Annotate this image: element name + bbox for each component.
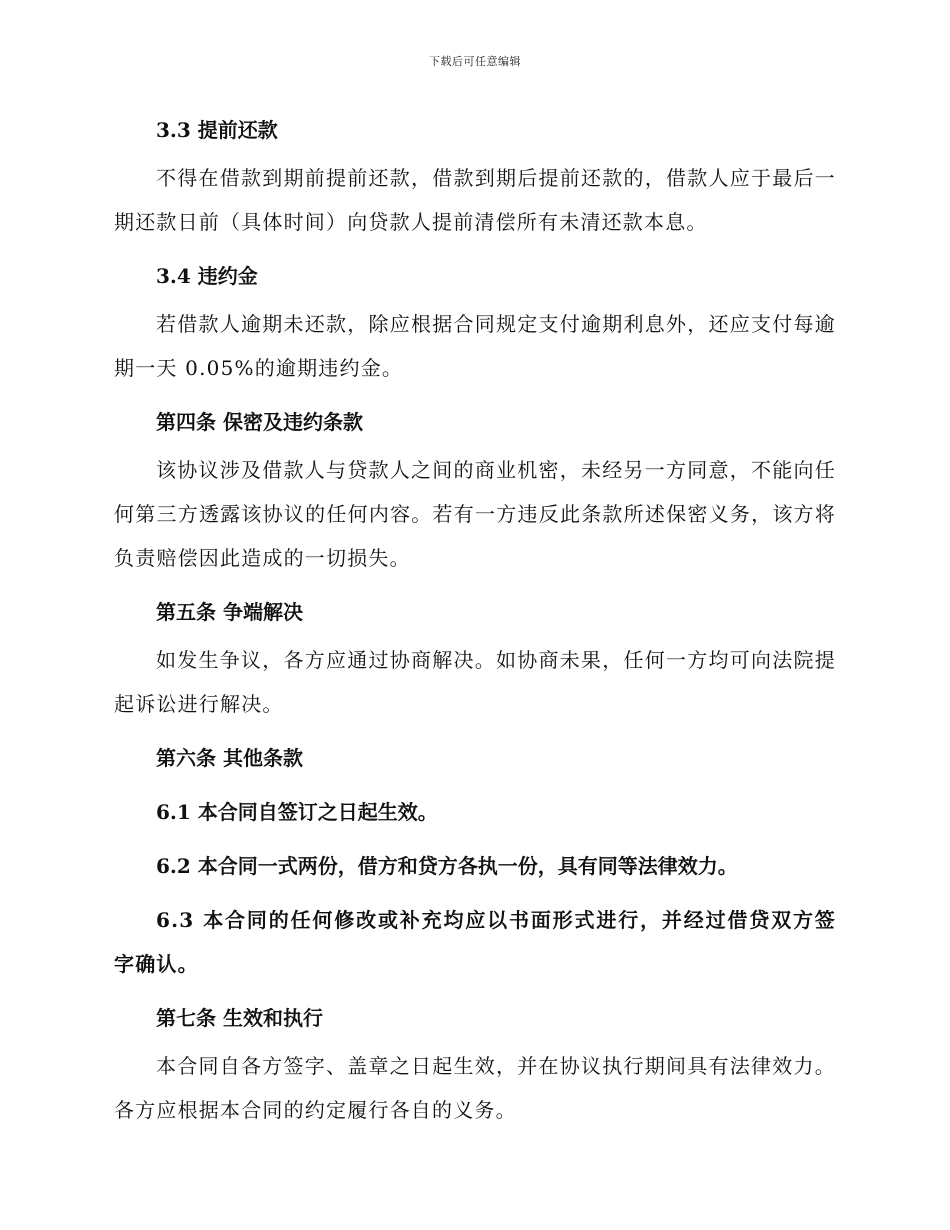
- clause-6-2: 6.2 本合同一式两份，借方和贷方各执一份，具有同等法律效力。: [156, 854, 738, 878]
- article-heading-5: 第五条 争端解决: [156, 600, 303, 624]
- article-body-4: 该协议涉及借款人与贷款人之间的商业机密，未经另一方同意，不能向任何第三方透露该协议的任何内容。若有一方违反此条款所述保密义务，该方将负责赔偿因此造成的一切损失。: [114, 458, 836, 570]
- section-heading-3-3: 3.3 提前还款: [156, 118, 278, 142]
- clause-6-1: 6.1 本合同自签订之日起生效。: [156, 800, 438, 824]
- clause-6-3: 6.3 本合同的任何修改或补充均应以书面形式进行，并经过借贷双方签字确认。: [114, 908, 836, 976]
- article-body-5: 如发生争议，各方应通过协商解决。如协商未果，任何一方均可向法院提起诉讼进行解决。: [114, 648, 836, 716]
- article-heading-7: 第七条 生效和执行: [156, 1006, 323, 1030]
- page-header: 下载后可任意编辑: [429, 55, 521, 68]
- section-heading-3-4: 3.4 违约金: [156, 264, 258, 288]
- section-body-3-4: 若借款人逾期未还款，除应根据合同规定支付逾期利息外，还应支付每逾期一天 0.05%的逾期违约金。: [114, 312, 836, 380]
- document-body: [114, 108, 836, 1132]
- article-heading-4: 第四条 保密及违约条款: [156, 410, 363, 434]
- article-heading-6: 第六条 其他条款: [156, 746, 303, 770]
- section-body-3-3: 不得在借款到期前提前还款，借款到期后提前还款的，借款人应于最后一期还款日前（具体时间）向贷款人提前清偿所有未清还款本息。: [114, 166, 836, 234]
- article-body-7: 本合同自各方签字、盖章之日起生效，并在协议执行期间具有法律效力。各方应根据本合同的约定履行各自的义务。: [114, 1054, 836, 1122]
